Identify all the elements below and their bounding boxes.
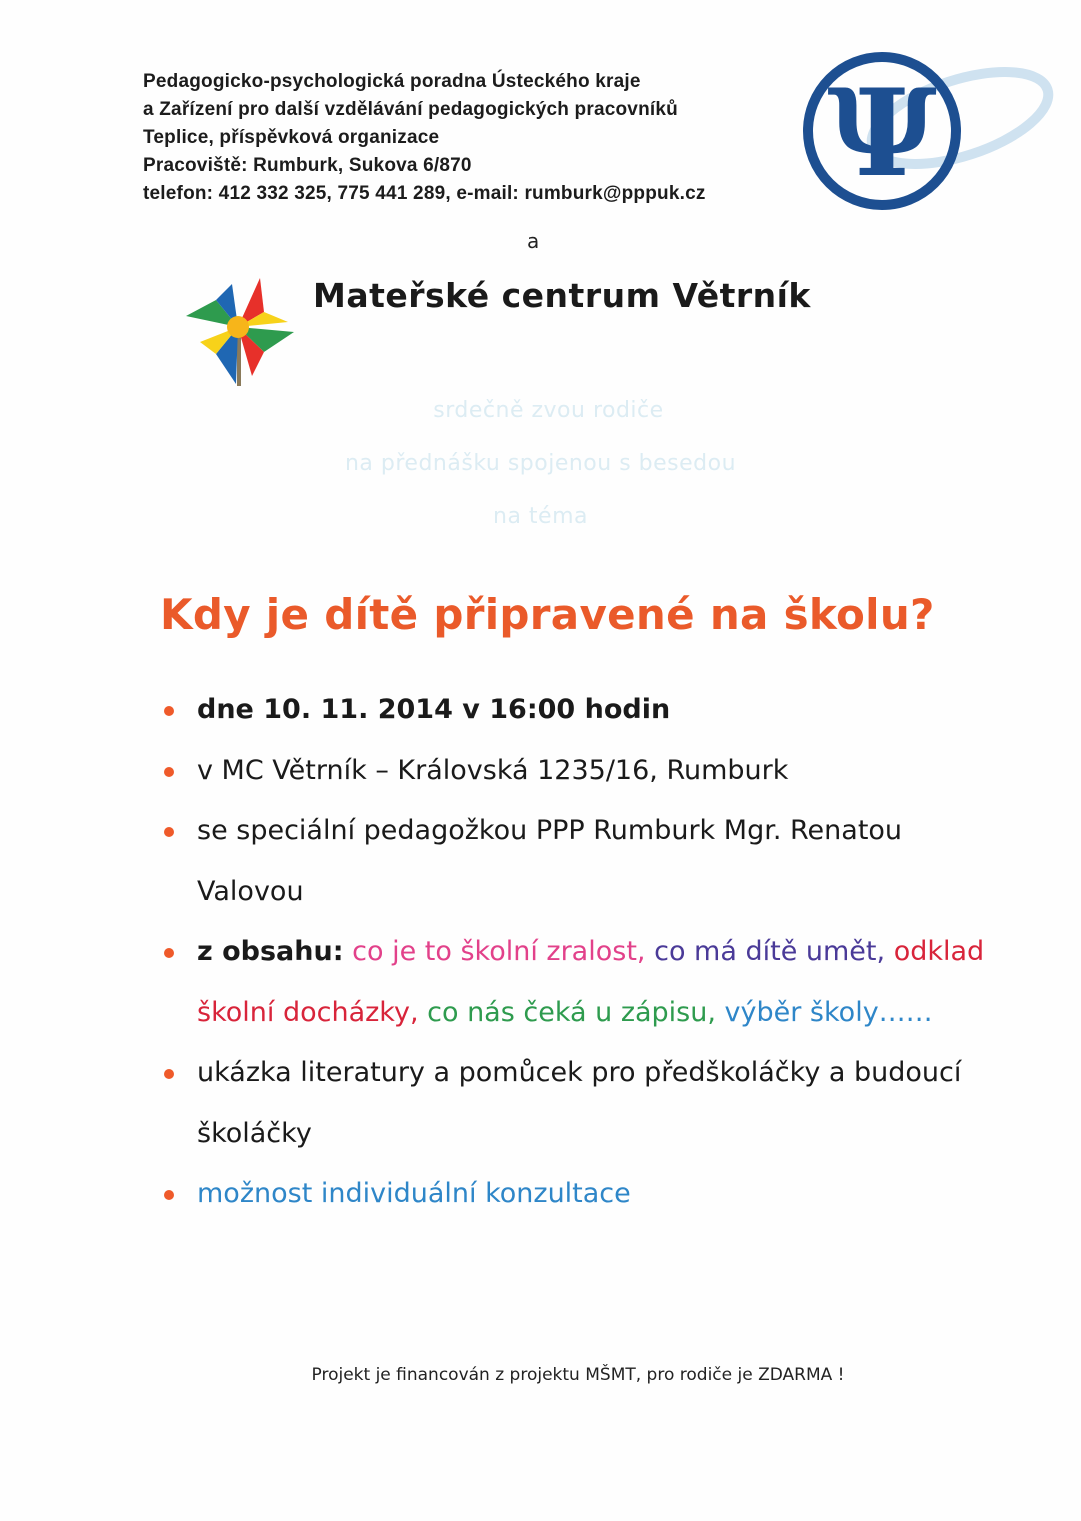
bullet-dot-icon [164,706,174,716]
list-item-literature [160,1043,990,1164]
content-topic-4: co nás čeká u zápisu, [427,996,716,1028]
list-item-place [160,741,990,802]
list-item-date [160,680,990,741]
bullet-dot-icon [164,767,174,777]
psi-symbol: Ψ [827,63,937,204]
content-topic-3: odklad školní docházky, [197,936,985,1028]
header-line-3: Teplice, příspěvková organizace [143,127,440,148]
content-topic-1: co je to školní zralost, [352,936,646,967]
header-line-2: a Zařízení pro další vzdělávání pedagogických pracovníků [143,99,678,120]
consultation-text: možnost individuální konzultace [197,1178,631,1209]
invite-line-2: na přednášku spojenou s besedou [344,451,737,476]
connector-word: a [527,229,540,253]
institution-header [143,68,823,208]
list-item-speaker [160,801,990,922]
bullet-dot-icon [164,948,174,958]
center-name: Mateřské centrum Větrník [313,276,811,315]
pinwheel-icon [176,272,301,390]
header-line-1: Pedagogicko-psychologická poradna Ústeckého kraje [143,71,641,92]
place-text: v MC Větrník – Královská 1235/16, Rumburk [197,754,789,786]
invite-line-3: na téma [493,504,588,529]
bullet-dot-icon [164,1069,174,1079]
list-item-consultation [160,1164,990,1225]
content-topic-2: co má dítě umět, [654,936,886,967]
literature-text: ukázka literatury a pomůcek pro předškoláčky a budoucí školáčky [197,1057,962,1149]
list-item-content [160,922,990,1043]
bullet-dot-icon [164,1190,174,1200]
header-line-4: Pracoviště: Rumburk, Sukova 6/870 [143,155,472,176]
event-title: Kdy je dítě připravené na školu? [160,590,935,639]
bullet-dot-icon [164,827,174,837]
content-topic-5: výběr školy…… [724,996,933,1028]
speaker-text: se speciální pedagožkou PPP Rumburk Mgr. Renatou Valovou [197,815,903,907]
psi-logo [795,40,1055,230]
funding-note: Projekt je financován z projektu MŠMT, pro rodiče je ZDARMA ! [311,1365,845,1385]
event-details-list [160,680,990,1225]
invite-line-1: srdečně zvou rodiče [433,398,664,423]
date-text: dne 10. 11. 2014 v 16:00 hodin [197,694,671,725]
header-contact-line: telefon: 412 332 325, 775 441 289, e-mail: rumburk@pppuk.cz [143,183,706,204]
content-label: z obsahu: [197,936,344,967]
